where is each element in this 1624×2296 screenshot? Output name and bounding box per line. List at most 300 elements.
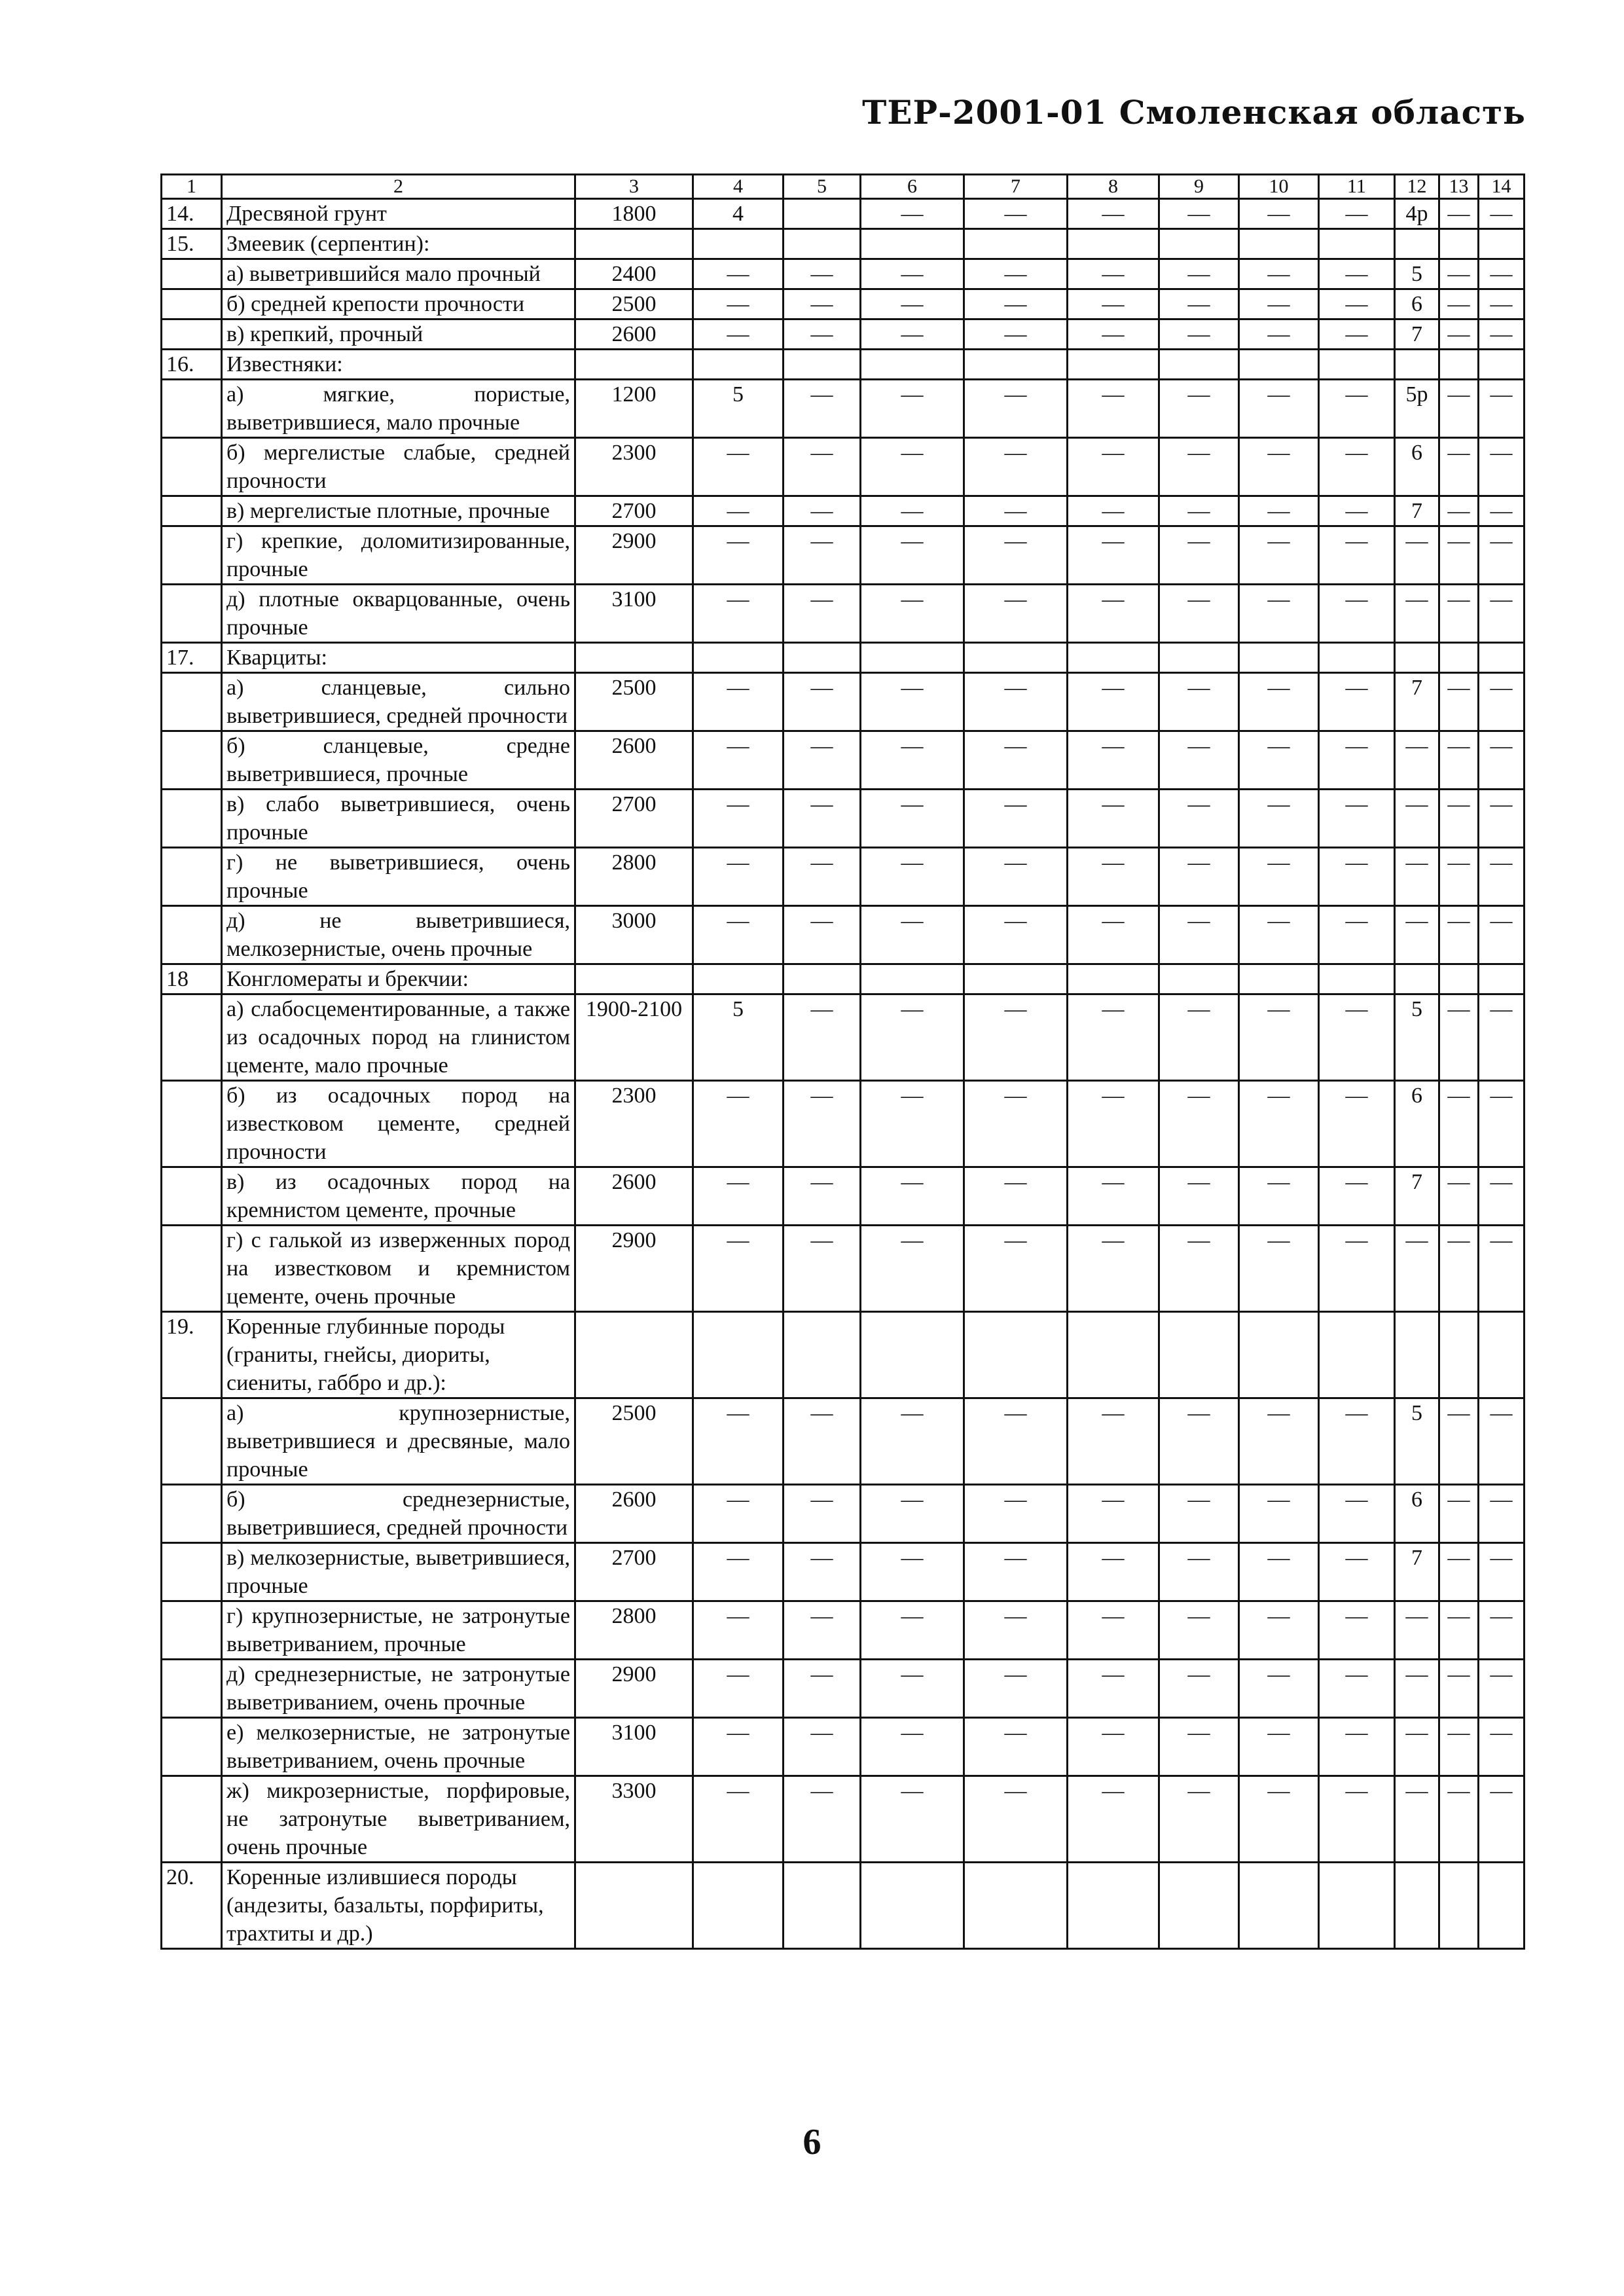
- rock-description: в) из осадочных пород на кремнистом цементе, прочные: [222, 1167, 575, 1226]
- value-cell-col-9: [1159, 1312, 1239, 1398]
- value-cell-col-14: —: [1479, 526, 1525, 585]
- value-cell-col-8: —: [1068, 1776, 1159, 1863]
- value-cell-col-5: —: [784, 259, 861, 289]
- value-cell-col-4: [693, 1863, 784, 1949]
- value-cell-col-9: —: [1159, 259, 1239, 289]
- value-cell-col-14: [1479, 229, 1525, 259]
- value-cell-col-7: [964, 643, 1068, 673]
- value-cell-col-12: —: [1395, 1226, 1439, 1312]
- value-cell-col-6: —: [861, 438, 964, 496]
- column-number: 3: [575, 175, 693, 199]
- value-cell-col-13: —: [1439, 1398, 1479, 1485]
- value-cell-col-9: [1159, 643, 1239, 673]
- value-cell-col-13: [1439, 1312, 1479, 1398]
- table-row: [162, 585, 1525, 643]
- table-row: [162, 1543, 1525, 1601]
- value-cell-col-4: —: [693, 1660, 784, 1718]
- value-cell-col-9: —: [1159, 496, 1239, 526]
- value-cell-col-4: —: [693, 1081, 784, 1167]
- value-cell-col-12: —: [1395, 585, 1439, 643]
- value-cell-col-11: —: [1319, 1543, 1395, 1601]
- value-cell-col-6: —: [861, 1167, 964, 1226]
- value-cell-col-11: [1319, 643, 1395, 673]
- value-cell-col-6: —: [861, 259, 964, 289]
- value-cell-col-13: [1439, 643, 1479, 673]
- value-cell-col-14: —: [1479, 496, 1525, 526]
- value-cell-col-9: —: [1159, 848, 1239, 906]
- density-value: 2600: [575, 1167, 693, 1226]
- value-cell-col-9: —: [1159, 526, 1239, 585]
- value-cell-col-7: —: [964, 1226, 1068, 1312]
- rock-description: д) не выветрившиеся, мелкозернистые, очень прочные: [222, 906, 575, 964]
- value-cell-col-11: —: [1319, 585, 1395, 643]
- rock-description: б) из осадочных пород на известковом цементе, средней прочности: [222, 1081, 575, 1167]
- value-cell-col-14: —: [1479, 1776, 1525, 1863]
- value-cell-col-10: —: [1239, 1081, 1319, 1167]
- density-value: 2300: [575, 1081, 693, 1167]
- table-row: [162, 350, 1525, 380]
- value-cell-col-6: —: [861, 1543, 964, 1601]
- value-cell-col-11: —: [1319, 259, 1395, 289]
- row-number-cell: [162, 438, 222, 496]
- value-cell-col-5: —: [784, 1543, 861, 1601]
- density-value: [575, 1863, 693, 1949]
- value-cell-col-14: —: [1479, 1226, 1525, 1312]
- value-cell-col-13: —: [1439, 906, 1479, 964]
- value-cell-col-5: [784, 964, 861, 994]
- value-cell-col-5: —: [784, 1081, 861, 1167]
- density-value: 2500: [575, 289, 693, 319]
- column-number: 11: [1319, 175, 1395, 199]
- value-cell-col-6: [861, 350, 964, 380]
- value-cell-col-9: —: [1159, 906, 1239, 964]
- value-cell-col-14: —: [1479, 673, 1525, 731]
- value-cell-col-13: —: [1439, 199, 1479, 229]
- value-cell-col-12: —: [1395, 731, 1439, 790]
- value-cell-col-7: —: [964, 673, 1068, 731]
- value-cell-col-11: —: [1319, 731, 1395, 790]
- value-cell-col-4: —: [693, 259, 784, 289]
- value-cell-col-4: [693, 964, 784, 994]
- table-row: [162, 673, 1525, 731]
- value-cell-col-12: —: [1395, 906, 1439, 964]
- value-cell-col-4: —: [693, 438, 784, 496]
- value-cell-col-14: —: [1479, 199, 1525, 229]
- value-cell-col-7: —: [964, 1398, 1068, 1485]
- table-row: [162, 1485, 1525, 1543]
- row-number-cell: [162, 906, 222, 964]
- density-value: 2700: [575, 1543, 693, 1601]
- value-cell-col-7: [964, 1312, 1068, 1398]
- row-number-cell: 17.: [162, 643, 222, 673]
- column-number: 8: [1068, 175, 1159, 199]
- value-cell-col-12: —: [1395, 1601, 1439, 1660]
- value-cell-col-9: —: [1159, 380, 1239, 438]
- value-cell-col-11: [1319, 229, 1395, 259]
- value-cell-col-6: —: [861, 848, 964, 906]
- density-value: 3100: [575, 585, 693, 643]
- page-header-title: ТЕР-2001-01 Смоленская область: [862, 93, 1526, 132]
- value-cell-col-7: —: [964, 438, 1068, 496]
- row-number-cell: 16.: [162, 350, 222, 380]
- value-cell-col-4: —: [693, 906, 784, 964]
- rock-description: в) крепкий, прочный: [222, 319, 575, 350]
- value-cell-col-14: —: [1479, 790, 1525, 848]
- value-cell-col-9: —: [1159, 289, 1239, 319]
- density-value: 2300: [575, 438, 693, 496]
- value-cell-col-9: —: [1159, 585, 1239, 643]
- value-cell-col-5: —: [784, 319, 861, 350]
- value-cell-col-6: —: [861, 1398, 964, 1485]
- density-value: 2900: [575, 526, 693, 585]
- table-row: [162, 1863, 1525, 1949]
- value-cell-col-5: [784, 1863, 861, 1949]
- value-cell-col-6: —: [861, 1081, 964, 1167]
- value-cell-col-8: —: [1068, 673, 1159, 731]
- table-row: [162, 526, 1525, 585]
- density-value: 2800: [575, 1601, 693, 1660]
- density-value: 2700: [575, 496, 693, 526]
- value-cell-col-6: [861, 964, 964, 994]
- value-cell-col-9: —: [1159, 1660, 1239, 1718]
- value-cell-col-4: —: [693, 1226, 784, 1312]
- rock-description: а) мягкие, пористые, выветрившиеся, мало прочные: [222, 380, 575, 438]
- value-cell-col-11: —: [1319, 496, 1395, 526]
- value-cell-col-4: —: [693, 1776, 784, 1863]
- column-number: 6: [861, 175, 964, 199]
- value-cell-col-4: —: [693, 1167, 784, 1226]
- value-cell-col-10: [1239, 350, 1319, 380]
- value-cell-col-7: —: [964, 1485, 1068, 1543]
- value-cell-col-4: —: [693, 848, 784, 906]
- value-cell-col-5: —: [784, 994, 861, 1081]
- value-cell-col-8: [1068, 350, 1159, 380]
- density-value: 2700: [575, 790, 693, 848]
- value-cell-col-7: [964, 350, 1068, 380]
- value-cell-col-11: —: [1319, 199, 1395, 229]
- rock-description: а) слабосцементированные, а также из осадочных пород на глинистом цементе, мало прочные: [222, 994, 575, 1081]
- row-number-cell: [162, 380, 222, 438]
- density-value: 3300: [575, 1776, 693, 1863]
- value-cell-col-12: —: [1395, 848, 1439, 906]
- density-value: 1900-2100: [575, 994, 693, 1081]
- value-cell-col-9: [1159, 229, 1239, 259]
- value-cell-col-14: [1479, 964, 1525, 994]
- value-cell-col-10: —: [1239, 1601, 1319, 1660]
- value-cell-col-7: [964, 964, 1068, 994]
- value-cell-col-10: —: [1239, 1485, 1319, 1543]
- value-cell-col-13: [1439, 229, 1479, 259]
- column-number: 7: [964, 175, 1068, 199]
- rock-description: е) мелкозернистые, не затронутые выветриванием, очень прочные: [222, 1718, 575, 1776]
- table-row: [162, 1312, 1525, 1398]
- row-number-cell: 18: [162, 964, 222, 994]
- value-cell-col-10: —: [1239, 259, 1319, 289]
- value-cell-col-13: —: [1439, 790, 1479, 848]
- value-cell-col-5: —: [784, 673, 861, 731]
- table-row: [162, 906, 1525, 964]
- table-row: [162, 1718, 1525, 1776]
- value-cell-col-10: —: [1239, 585, 1319, 643]
- value-cell-col-7: —: [964, 994, 1068, 1081]
- value-cell-col-10: —: [1239, 438, 1319, 496]
- value-cell-col-7: —: [964, 790, 1068, 848]
- column-number: 4: [693, 175, 784, 199]
- row-number-cell: 20.: [162, 1863, 222, 1949]
- value-cell-col-11: [1319, 350, 1395, 380]
- density-value: [575, 643, 693, 673]
- density-value: 3100: [575, 1718, 693, 1776]
- value-cell-col-5: —: [784, 1660, 861, 1718]
- value-cell-col-13: —: [1439, 380, 1479, 438]
- value-cell-col-12: [1395, 1312, 1439, 1398]
- value-cell-col-13: —: [1439, 289, 1479, 319]
- density-value: 2800: [575, 848, 693, 906]
- value-cell-col-13: [1439, 1863, 1479, 1949]
- value-cell-col-10: —: [1239, 199, 1319, 229]
- value-cell-col-5: —: [784, 526, 861, 585]
- value-cell-col-10: —: [1239, 1660, 1319, 1718]
- value-cell-col-9: —: [1159, 673, 1239, 731]
- value-cell-col-10: —: [1239, 1226, 1319, 1312]
- value-cell-col-12: 6: [1395, 1081, 1439, 1167]
- table-row: [162, 199, 1525, 229]
- value-cell-col-10: —: [1239, 1398, 1319, 1485]
- value-cell-col-7: —: [964, 585, 1068, 643]
- rock-description: в) слабо выветрившиеся, очень прочные: [222, 790, 575, 848]
- rock-description: в) мергелистые плотные, прочные: [222, 496, 575, 526]
- column-number: 13: [1439, 175, 1479, 199]
- density-value: 2900: [575, 1226, 693, 1312]
- rock-data-table: [160, 173, 1525, 1950]
- rock-description: а) сланцевые, сильно выветрившиеся, средней прочности: [222, 673, 575, 731]
- value-cell-col-8: [1068, 1863, 1159, 1949]
- value-cell-col-6: [861, 643, 964, 673]
- rock-description: Коренные излившиеся породы (андезиты, базальты, порфириты, трахтиты и др.): [222, 1863, 575, 1949]
- value-cell-col-12: [1395, 1863, 1439, 1949]
- row-number-cell: 14.: [162, 199, 222, 229]
- value-cell-col-10: —: [1239, 380, 1319, 438]
- value-cell-col-7: —: [964, 731, 1068, 790]
- value-cell-col-12: —: [1395, 790, 1439, 848]
- value-cell-col-6: —: [861, 673, 964, 731]
- value-cell-col-12: 6: [1395, 1485, 1439, 1543]
- value-cell-col-12: —: [1395, 1718, 1439, 1776]
- value-cell-col-9: —: [1159, 1226, 1239, 1312]
- value-cell-col-10: [1239, 1312, 1319, 1398]
- value-cell-col-8: —: [1068, 438, 1159, 496]
- value-cell-col-8: —: [1068, 496, 1159, 526]
- table-row: [162, 1167, 1525, 1226]
- row-number-cell: [162, 259, 222, 289]
- value-cell-col-13: —: [1439, 1226, 1479, 1312]
- density-value: [575, 229, 693, 259]
- value-cell-col-4: —: [693, 1543, 784, 1601]
- value-cell-col-12: 7: [1395, 1543, 1439, 1601]
- value-cell-col-6: —: [861, 289, 964, 319]
- value-cell-col-5: —: [784, 289, 861, 319]
- value-cell-col-7: [964, 229, 1068, 259]
- rock-description: г) крупнозернистые, не затронутые выветриванием, прочные: [222, 1601, 575, 1660]
- value-cell-col-13: —: [1439, 1081, 1479, 1167]
- table-row: [162, 643, 1525, 673]
- value-cell-col-11: [1319, 1863, 1395, 1949]
- row-number-cell: [162, 1776, 222, 1863]
- value-cell-col-5: —: [784, 496, 861, 526]
- value-cell-col-8: —: [1068, 380, 1159, 438]
- value-cell-col-14: —: [1479, 438, 1525, 496]
- value-cell-col-4: [693, 229, 784, 259]
- value-cell-col-12: 5: [1395, 259, 1439, 289]
- value-cell-col-9: —: [1159, 1776, 1239, 1863]
- value-cell-col-11: [1319, 964, 1395, 994]
- value-cell-col-11: —: [1319, 994, 1395, 1081]
- value-cell-col-8: —: [1068, 1485, 1159, 1543]
- rock-description: Кварциты:: [222, 643, 575, 673]
- value-cell-col-11: —: [1319, 1167, 1395, 1226]
- value-cell-col-7: —: [964, 848, 1068, 906]
- value-cell-col-10: —: [1239, 906, 1319, 964]
- value-cell-col-6: [861, 229, 964, 259]
- density-value: 2600: [575, 319, 693, 350]
- row-number-cell: [162, 994, 222, 1081]
- value-cell-col-14: —: [1479, 380, 1525, 438]
- row-number-cell: [162, 1543, 222, 1601]
- value-cell-col-11: —: [1319, 1601, 1395, 1660]
- value-cell-col-4: —: [693, 1718, 784, 1776]
- value-cell-col-13: —: [1439, 1485, 1479, 1543]
- row-number-cell: [162, 1167, 222, 1226]
- value-cell-col-14: —: [1479, 585, 1525, 643]
- value-cell-col-5: —: [784, 380, 861, 438]
- value-cell-col-5: —: [784, 1485, 861, 1543]
- value-cell-col-5: —: [784, 1718, 861, 1776]
- row-number-cell: [162, 496, 222, 526]
- value-cell-col-8: —: [1068, 848, 1159, 906]
- value-cell-col-6: —: [861, 731, 964, 790]
- rock-description: а) крупнозернистые, выветрившиеся и дресвяные, мало прочные: [222, 1398, 575, 1485]
- value-cell-col-8: —: [1068, 199, 1159, 229]
- value-cell-col-14: —: [1479, 1660, 1525, 1718]
- value-cell-col-6: —: [861, 496, 964, 526]
- value-cell-col-10: [1239, 1863, 1319, 1949]
- row-number-cell: [162, 1398, 222, 1485]
- value-cell-col-8: —: [1068, 585, 1159, 643]
- rock-description: Змеевик (серпентин):: [222, 229, 575, 259]
- column-number: 5: [784, 175, 861, 199]
- value-cell-col-5: —: [784, 1167, 861, 1226]
- value-cell-col-9: —: [1159, 1167, 1239, 1226]
- row-number-cell: [162, 1601, 222, 1660]
- value-cell-col-10: [1239, 229, 1319, 259]
- row-number-cell: [162, 1660, 222, 1718]
- value-cell-col-6: —: [861, 1660, 964, 1718]
- value-cell-col-13: —: [1439, 438, 1479, 496]
- value-cell-col-7: —: [964, 1081, 1068, 1167]
- value-cell-col-10: —: [1239, 994, 1319, 1081]
- value-cell-col-11: —: [1319, 673, 1395, 731]
- value-cell-col-8: —: [1068, 994, 1159, 1081]
- rock-description: Известняки:: [222, 350, 575, 380]
- value-cell-col-11: —: [1319, 526, 1395, 585]
- density-value: 1800: [575, 199, 693, 229]
- value-cell-col-7: —: [964, 496, 1068, 526]
- value-cell-col-13: [1439, 964, 1479, 994]
- value-cell-col-13: —: [1439, 673, 1479, 731]
- value-cell-col-14: —: [1479, 1718, 1525, 1776]
- value-cell-col-7: —: [964, 1543, 1068, 1601]
- row-number-cell: [162, 790, 222, 848]
- value-cell-col-11: —: [1319, 1718, 1395, 1776]
- value-cell-col-7: —: [964, 319, 1068, 350]
- value-cell-col-8: —: [1068, 906, 1159, 964]
- value-cell-col-13: —: [1439, 526, 1479, 585]
- value-cell-col-13: [1439, 350, 1479, 380]
- value-cell-col-14: —: [1479, 259, 1525, 289]
- value-cell-col-8: —: [1068, 790, 1159, 848]
- value-cell-col-9: —: [1159, 199, 1239, 229]
- value-cell-col-5: —: [784, 438, 861, 496]
- value-cell-col-14: [1479, 1312, 1525, 1398]
- value-cell-col-9: —: [1159, 1081, 1239, 1167]
- value-cell-col-5: [784, 1312, 861, 1398]
- value-cell-col-9: —: [1159, 1601, 1239, 1660]
- value-cell-col-7: —: [964, 1718, 1068, 1776]
- column-number: 2: [222, 175, 575, 199]
- value-cell-col-6: —: [861, 790, 964, 848]
- value-cell-col-13: —: [1439, 259, 1479, 289]
- value-cell-col-9: —: [1159, 319, 1239, 350]
- value-cell-col-10: —: [1239, 526, 1319, 585]
- value-cell-col-8: —: [1068, 1718, 1159, 1776]
- value-cell-col-6: —: [861, 1776, 964, 1863]
- value-cell-col-5: —: [784, 1398, 861, 1485]
- value-cell-col-12: 6: [1395, 438, 1439, 496]
- column-number: 10: [1239, 175, 1319, 199]
- value-cell-col-14: —: [1479, 848, 1525, 906]
- value-cell-col-5: —: [784, 848, 861, 906]
- value-cell-col-8: [1068, 964, 1159, 994]
- row-number-cell: 15.: [162, 229, 222, 259]
- value-cell-col-6: [861, 1312, 964, 1398]
- table-row: [162, 496, 1525, 526]
- value-cell-col-4: 4: [693, 199, 784, 229]
- value-cell-col-5: [784, 199, 861, 229]
- page-number: 6: [803, 2122, 821, 2162]
- value-cell-col-10: —: [1239, 731, 1319, 790]
- row-number-cell: [162, 319, 222, 350]
- value-cell-col-10: —: [1239, 848, 1319, 906]
- value-cell-col-12: [1395, 643, 1439, 673]
- column-number: 12: [1395, 175, 1439, 199]
- value-cell-col-11: —: [1319, 380, 1395, 438]
- value-cell-col-13: —: [1439, 1543, 1479, 1601]
- table-row: [162, 229, 1525, 259]
- value-cell-col-5: —: [784, 790, 861, 848]
- rock-description: в) мелкозернистые, выветрившиеся, прочные: [222, 1543, 575, 1601]
- value-cell-col-8: —: [1068, 1398, 1159, 1485]
- value-cell-col-4: [693, 1312, 784, 1398]
- value-cell-col-5: [784, 350, 861, 380]
- value-cell-col-14: —: [1479, 319, 1525, 350]
- density-value: [575, 964, 693, 994]
- value-cell-col-8: —: [1068, 731, 1159, 790]
- table-row: [162, 380, 1525, 438]
- value-cell-col-4: [693, 643, 784, 673]
- value-cell-col-11: —: [1319, 1776, 1395, 1863]
- value-cell-col-13: —: [1439, 994, 1479, 1081]
- value-cell-col-5: [784, 643, 861, 673]
